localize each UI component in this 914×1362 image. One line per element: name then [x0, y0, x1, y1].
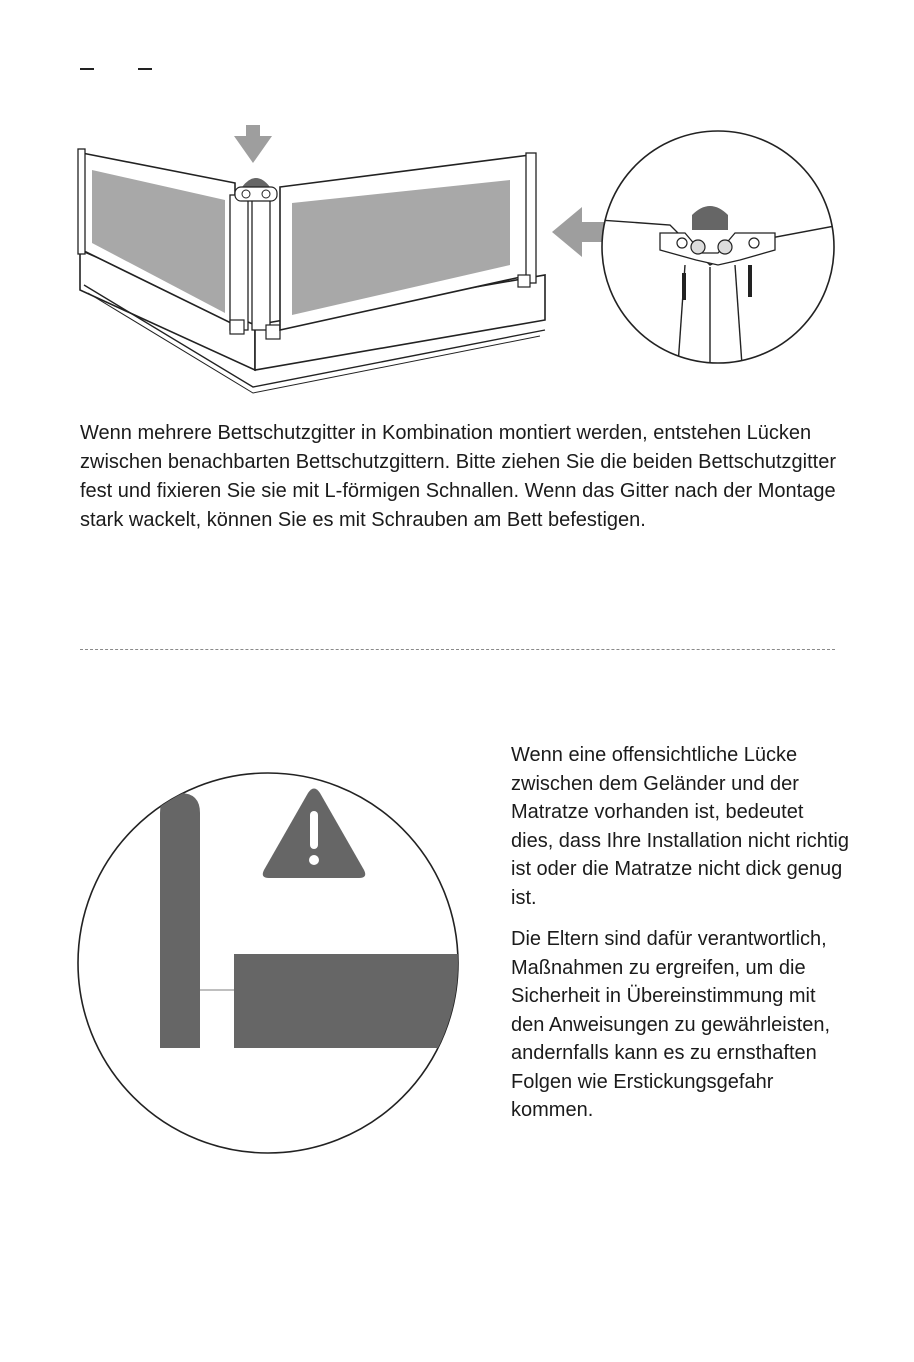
header-mark [138, 68, 152, 70]
installation-paragraph: Wenn mehrere Bettschutzgitter in Kombination montiert werden, entstehen Lücken zwischen benachbarten Bettschutzgittern. Bitte ziehen Sie die beiden Bettschutzgitter fest und fixieren Sie sie mit L-förmigen Schnallen. Wenn das Gitter nach der Montage stark wackelt, können Sie es mit Schrauben am Bett befestigen. [80, 422, 837, 531]
mattress [234, 954, 460, 1048]
header-marks [80, 68, 160, 74]
header-mark [80, 68, 94, 70]
down-arrow-icon [234, 125, 272, 163]
section-divider [80, 649, 835, 650]
gap-warning-paragraph: Wenn eine offensichtliche Lücke zwischen dem Geländer und der Matratze vorhanden ist, bedeutet dies, dass Ihre Installation nicht richtig ist oder die Matratze nicht dick genug ist. [511, 744, 849, 909]
parent-responsibility-paragraph: Die Eltern sind dafür verantwortlich, Maßnahmen zu ergreifen, um die Sicherheit in Übereinstimmung mit den Anweisungen zu gewährleisten, andernfalls kann es zu ernsthaften Folgen wie Erstickungsgefahr kommen. [511, 928, 831, 1121]
bed-rail-installation-illustration [70, 125, 850, 405]
bed-rail-post [160, 793, 200, 1048]
mattress-gap-illustration [76, 758, 460, 1168]
corner-connector [235, 178, 277, 201]
connector-detail-zoom [600, 131, 840, 365]
